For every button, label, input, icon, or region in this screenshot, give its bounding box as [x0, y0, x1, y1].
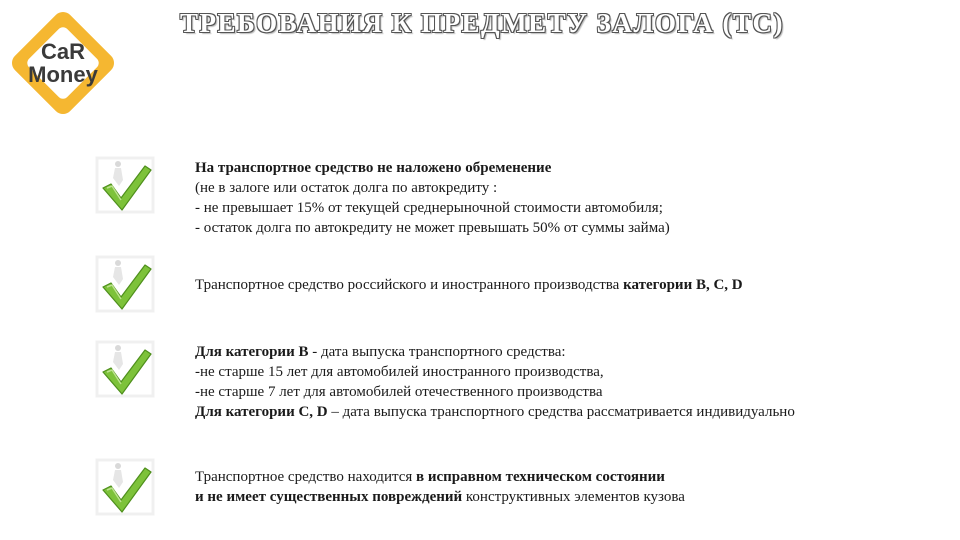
- logo-line1: CaR: [40, 39, 86, 64]
- checkmark-icon: [95, 340, 157, 400]
- item-text: Транспортное средство находится в исправном техническом состоянии и не имеет существенных повреждений конструктивных элементов кузова: [195, 469, 685, 505]
- item-text: Транспортное средство российского и иностранного производства категории В, С, D: [195, 277, 743, 293]
- checkmark-icon: [95, 255, 157, 315]
- item-text: На транспортное средство не наложено обременение (не в залоге или остаток долга по автокредиту : - не превышает 15% от текущей среднерыночной стоимости автомобиля; - остаток долга по автокредиту не может превышать 50% от суммы займа): [195, 160, 670, 236]
- checkmark-icon: [95, 458, 157, 518]
- carmoney-logo: [4, 4, 122, 122]
- item-text: Для категории В - дата выпуска транспортного средства: -не старше 15 лет для автомобилей иностранного производства, -не старше 7 лет для автомобилей отечественного производства Для категории С, D – дата выпуска транспортного средства рассматривается индивидуально: [195, 344, 795, 420]
- page-title: ТРЕБОВАНИЯ К ПРЕДМЕТУ ЗАЛОГА (ТС): [179, 8, 785, 38]
- logo-line2: Money: [28, 62, 98, 87]
- checkmark-icon: [95, 156, 157, 216]
